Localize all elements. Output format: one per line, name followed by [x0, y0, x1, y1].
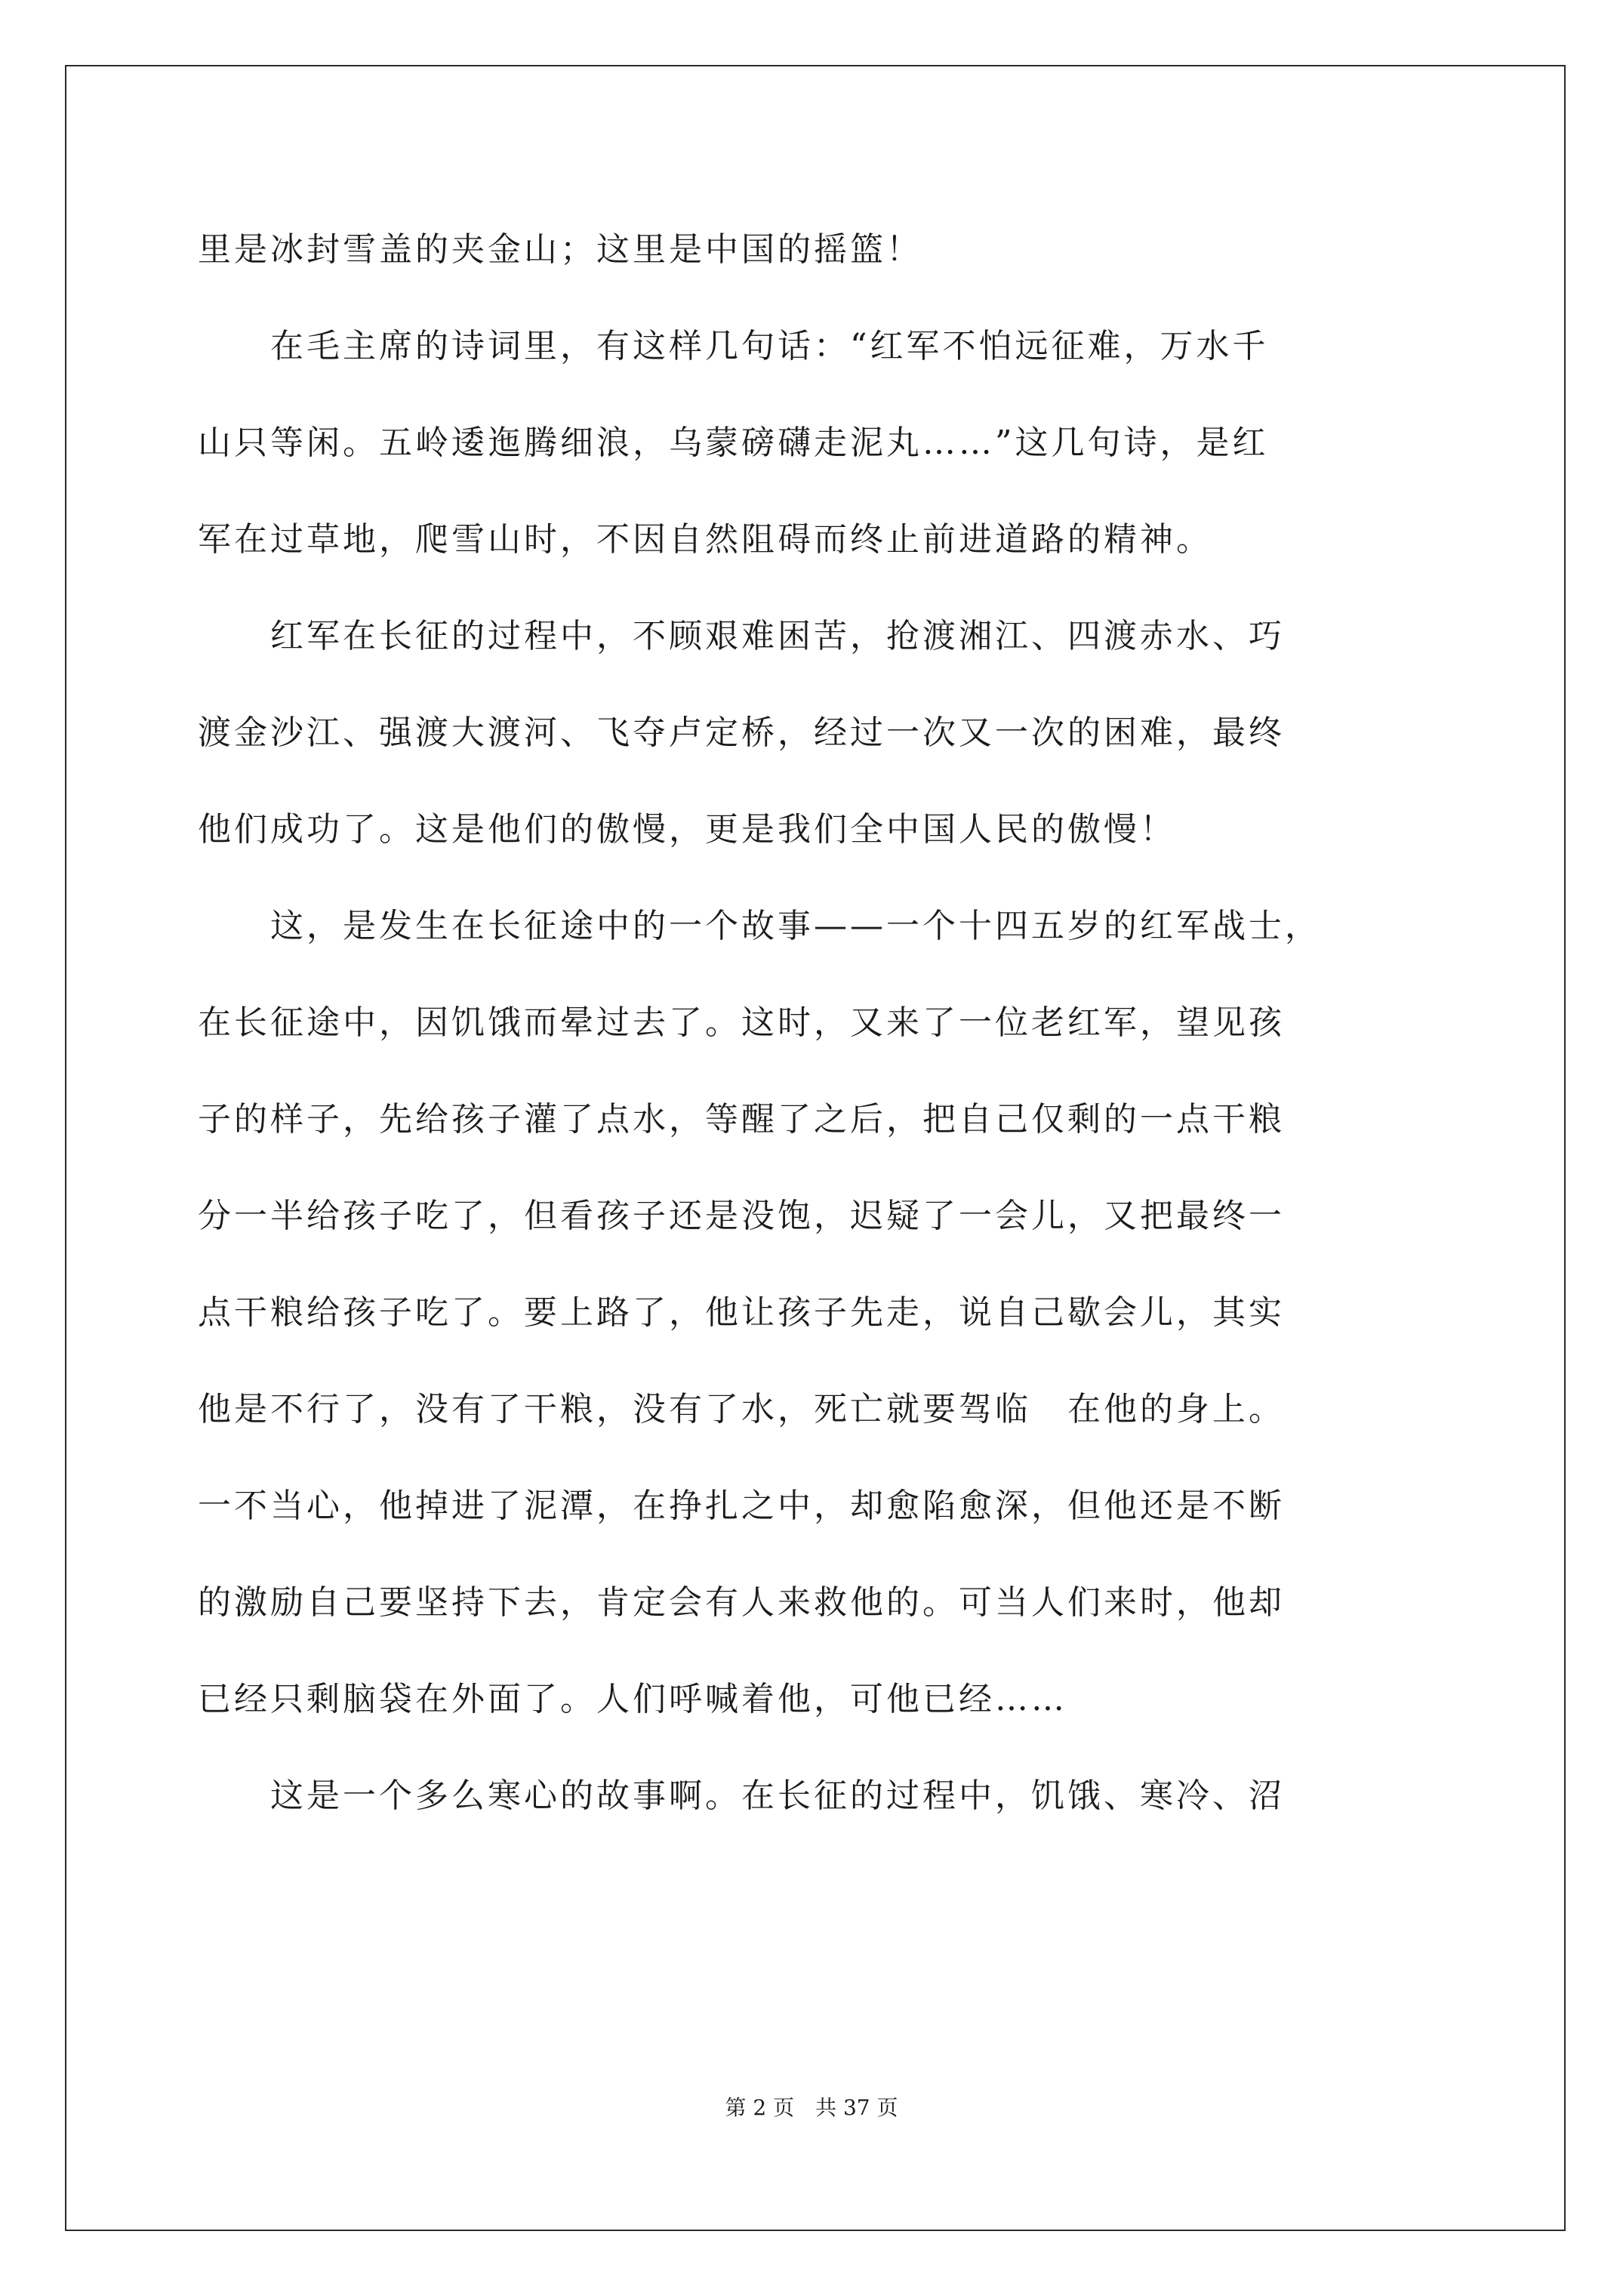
text-line: 他们成功了。这是他们的傲慢，更是我们全中国人民的傲慢！ [198, 810, 1176, 849]
text-line: 在毛主席的诗词里，有这样几句话：“红军不怕远征难，万水千 [198, 327, 1269, 365]
text-line: 山只等闲。五岭逶迤腾细浪，乌蒙磅礴走泥丸……”这几句诗，是红 [198, 424, 1269, 462]
text-line: 军在过草地，爬雪山时，不因自然阻碍而终止前进道路的精神。 [198, 520, 1212, 559]
text-line: 这是一个多么寒心的故事啊。在长征的过程中，饥饿、寒冷、沼 [198, 1777, 1285, 1815]
text-line: 他是不行了，没有了干粮，没有了水，死亡就要驾临 在他的身上。 [198, 1390, 1285, 1428]
text-line: 里是冰封雪盖的夹金山；这里是中国的摇篮！ [198, 230, 922, 269]
page-number: 第 2 页 共 37 页 [725, 2095, 898, 2120]
text-line: 渡金沙江、强渡大渡河、飞夺卢定桥，经过一次又一次的困难，最终 [198, 713, 1285, 752]
text-line: 一不当心，他掉进了泥潭，在挣扎之中，却愈陷愈深，但他还是不断 [198, 1487, 1285, 1525]
text-line: 子的样子，先给孩子灌了点水，等醒了之后，把自己仅剩的一点干粮 [198, 1100, 1285, 1139]
text-line: 分一半给孩子吃了，但看孩子还是没饱，迟疑了一会儿，又把最终一 [198, 1197, 1285, 1235]
text-line: 红军在长征的过程中，不顾艰难困苦，抢渡湘江、四渡赤水、巧 [198, 617, 1285, 655]
text-line: 在长征途中，因饥饿而晕过去了。这时，又来了一位老红军，望见孩 [198, 1003, 1285, 1042]
text-line: 已经只剩脑袋在外面了。人们呼喊着他，可他已经…… [198, 1680, 1067, 1718]
text-line: 点干粮给孩子吃了。要上路了，他让孩子先走，说自己歇会儿，其实 [198, 1293, 1285, 1332]
text-line: 的激励自己要坚持下去，肯定会有人来救他的。可当人们来时，他却 [198, 1583, 1285, 1622]
text-line: 这，是发生在长征途中的一个故事——一个十四五岁的红军战士， [198, 907, 1321, 945]
